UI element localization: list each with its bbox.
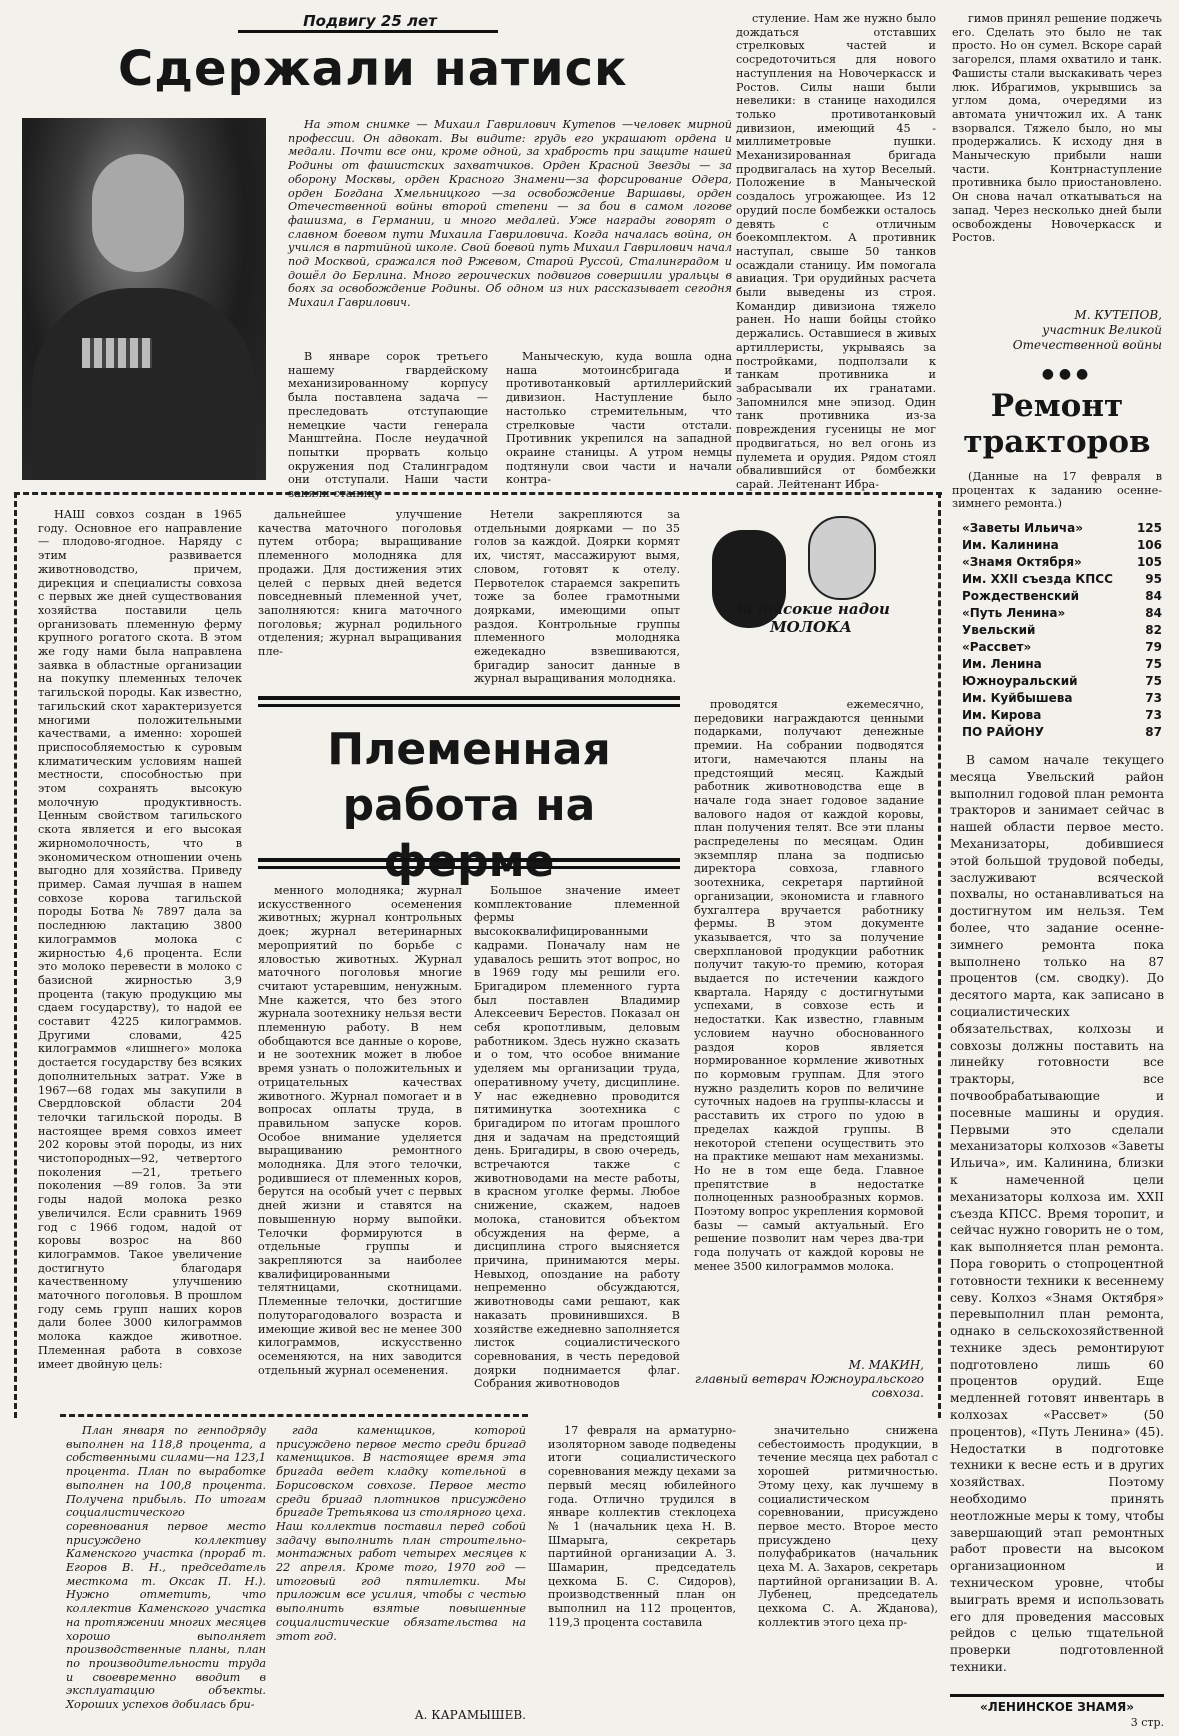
headline-sderzhali: Сдержали натиск [118, 41, 628, 97]
milk-emblem-text: За высокие надои МОЛОКА [732, 600, 890, 636]
dairy-rule-3 [258, 858, 680, 862]
dairy-headline: Племенная работа на [327, 724, 611, 831]
story1-col3: стуление. Нам же нужно было дождаться отставших стрелковых частей и сосредоточиться для нового наступления на Новочеркасск и Ростов. Силы наши были невелики: в станице находился только противотанковый дивизион, имеющий 45 - миллиметровые пушки. Механизированная бригада продвигалась на хутор Веселый. Положение в Маныческой создалось угрожающее. Из 12 орудий после бомбежки осталось девять с отличным боекомплектом. А противник наступал, свыше 50 танков осаждали станицу. Им помогала авиация. Три орудийных расчета были выведены из строя. Командир дивизиона тяжело ранен. Но наши бойцы стойко держались. Оставшиеся в живых артиллеристы, укрываясь за постройками, подползали к танкам противника и забрасывали их гранатами. Запомнился мне эпизод. Один танк противника из-за повреждения гусеницы не мог продвигаться, но вел огонь из пулемета и орудия. Рядом стоял обвалившийся от бомбежки сарай. Лейтенант Ибра- [736, 12, 936, 491]
dairy-col1: НАШ совхоз создан в 1965 году. Основное его направление— плодово-ягодное. Наряду с этим развивается животноводство, причем, дирекция и специалисты совхоза с первых же дней существования хозяйства поставили цель организовать племенную ферму крупного рогатого скота. В этом же году нами была направлена заявка в областные организации на покупку племенных телочек тагильской породы. Как известно, тагильский скот характеризуется многими положительными качествами, а именно: хорошей приспособляемостью к суровым климатическим условиям нашей местности, способностью при этом сохранять высокую молочную продуктивность. Ценным свойством тагильского скота является и его высокая жирномолочность, что в экономическом отношении очень выгодно для хозяйства. Приведу пример. Самая лучшая в нашем совхозе корова тагильской породы Ботва № 7897 дала за последнюю лактацию 3800 килограммов молока с жирностью 4,6 процента. Если это молоко перевести в молоко с базисной жирностью 3,9 процента (такую продукцию мы сдаем государству), то надой ее составит 4225 килограммов. Другими словами, 425 килограммов «лишнего» молока достается государству без всяких дополнительных затрат. Уже в 1967—68 годах мы закупили в Свердловской области 204 телочки тагильской породы. В настоящее время совхоз имеет 202 коровы этой породы, из них чистопородных—92, четвертого поколения —21, третьего поколения —89 голов. За эти годы надой молока резко увеличился. Если сравнить 1969 год с 1966 годом, надой от коровы возрос на 860 килограммов. Такое увеличение достигнуто благодаря качественному улучшению маточного поголовья. В прошлом году семь групп наших коров дали более 3000 килограммов молока каждое животное. Племенная работа в совхозе имеет двойную цель: [38, 508, 242, 1371]
medals-icon [82, 338, 152, 368]
rating-row: Им. XXII съезда КПСС 95 [962, 572, 1162, 586]
repair-body: В самом начале текущего месяца Увельский район выполнил годовой план ремонта тракторов и занимает сейчас в нашей области первое место. Механизаторы, добившиеся этой большой трудовой победы, заслуживают всяческой похвалы, но останавливаться на достигнутом им нельзя. Тем более, что задание осенне-зимнего ремонта пока выполнено только на 87 процентов (см. сводку). До десятого марта, как записано в социалистических обязательствах, колхозы и совхозы должны поставить на линейку готовности все тракторы, все почвообрабатывающие и посевные машины и орудия. Первыми это сделали механизаторы колхозов «Заветы Ильича», им. Калинина, близки к намеченной цели механизаторы колхоза им. XXII съезда КПСС. Время торопит, и сейчас нужно говорить не о том, как выполняется план ремонта. Пора говорить о стопроцентной готовности техники к весеннему севу. Колхоз «Знамя Октября» перевыполнил план ремонта, однако в сельскохозяйственной технике здесь ремонтируют подготовлено лишь 60 процентов орудий. Еще медленней готовят инвентарь в колхозах «Рассвет» (50 процентов), «Путь Ленина» (45). Недостатки в подготовке техники к весне есть и в других хозяйствах. Поэтому необходимо принять неотложные меры к тому, чтобы завершающий этап ремонтных работ провести на высоком организационном и техническом уровне, чтобы выиграть время и использовать его для проведения массовых рейдов с целью тщательной проверки подготовленной техники. [950, 753, 1164, 1675]
dairy-col2-top: дальнейшее улучшение качества маточного поголовья путем отбора; выращивание племенного молодняка для продажи. Для достижения этих целей с первых дней ведется повседневный племенной учет, заполняются: книга маточного поголовья; журнал родильного отделения; журнал выращивания пле- [258, 508, 462, 659]
footer-rule [950, 1694, 1164, 1697]
portrait-face [92, 154, 184, 272]
rating-row: Им. Кирова 73 [962, 708, 1162, 722]
kicker-rule [238, 30, 498, 33]
rating-row: Увельский 82 [962, 623, 1162, 637]
story1-signature: М. КУТЕПОВ, участник Великой Отечественной войны [1012, 308, 1162, 352]
dairy-signature: М. МАКИН, главный ветврач Южноуральского совхоза. [694, 1358, 924, 1400]
dairy-col4: проводятся ежемесячно, передовики награждаются ценными подарками, получают денежные премии. На собрании подводятся итоги, намечаются планы на предстоящий месяц. Каждый работник животноводства еще в начале года знает годовое задание валового надоя от каждой коровы, план получения телят. Все эти планы распределены по месяцам. Один экземпляр плана за подписью директора совхоза, главного зоотехника, секретаря партийной организации, экономиста и главного бухгалтера вручается работнику фермы. В этом документе указывается, что за получение сверхплановой продукции работник получит такую-то премию, которая выдается по истечении каждого квартала. Наряду с достигнутыми успехами, в совхозе есть и недостатки. Как известно, главным условием научно обоснованного раздоя коров является нормированное кормление животных по кормовым группам. Для этого нужно разделить коров по величине суточных надоев на группы-классы и расставить их строго по удою в пределах каждой группы. В некоторой степени осуществить это на практике мешают нам механизмы. Но не в том еще беда. Главное препятствие в недостатке полноценных разнообразных кормов. Поэтому вопрос укрепления кормовой базы — самый актуальный. Его решение позволит нам через два-три года получать от каждой коровы не менее 3500 килограммов молока. [694, 698, 924, 1273]
portrait-caption: На этом снимке — Михаил Гаврилович Кутепов —человек мирной профессии. Он адвокат. Вы видите: грудь его украшают ордена и медали. Почти все они, кроме одной, за храбрость при защите нашей Родины от фашистских захватчиков. Орден Красной Звезды — за оборону Москвы, орден Красного Знамени—за форсирование Одера, орден Богдана Хмельницкого —за освобождение Варшавы, орден Отечественной войны второй степени — за бои в самом логове фашизма, в Германии, и много медалей. Уже награды говорят о славном боевом пути Михаила Гавриловича. Когда началась война, он учился в партийной школе. Свой боевой путь Михаил Гаврилович начал под Москвой, сражался под Ржевом, Старой Руссой, Сталинградом и дошёл до Берлина. Много героических подвигов совершили уральцы в боях за освобождение Родины. Об одном из них рассказывает сегодня Михаил Гаврилович. [288, 118, 732, 310]
rating-row: Рождественский 84 [962, 589, 1162, 603]
dairy-rule-4 [258, 866, 680, 869]
dairy-rule-1 [258, 696, 680, 700]
bottom-col2: гада каменщиков, которой присуждено первое место среди бригад каменщиков. В настоящее время эта бригада ведет кладку котельной в Борисовском совхозе. Первое место среди бригад плотников присуждено бригаде Третьякова из столярного цеха. Наш коллектив поставил перед собой задачу выполнить план строительно-монтажных работ четырех месяцев к 22 апреля. Кроме того, 1970 год — итоговый год пятилетки. Мы приложим все усилия, чтобы с честью выполнить взятые повышенные социалистические обязательства на этот год. [276, 1424, 526, 1643]
dairy-col2-bottom: менного молодняка; журнал искусственного осеменения животных; журнал контрольных доек; журнал ветеринарных мероприятий по борьбе с яловостью животных. Журнал маточного поголовья многие считают устаревшим, ненужным. Мне кажется, что без этого журнала зоотехнику нельзя вести племенную работу. В нем обобщаются все данные о корове, и не зоотехник может в любое время узнать о положительных и отрицательных качествах животного. Журнал помогает и в вопросах оплаты труда, в правильном запуске коров. Особое внимание уделяется выращиванию ремонтного молодняка. Для этого телочки, родившиеся от племенных коров, берутся на особый учет с первых дней жизни и ставятся на повышенную норму выпойки. Телочки формируются в отдельные группы и закрепляются за наиболее квалифицированными телятницами, скотницами. Племенные телочки, достигшие полуторагодовалого возраста и имеющие живой вес не менее 300 килограммов, искусственно осеменяются, на них заводится отдельный журнал осеменения. [258, 884, 462, 1377]
portrait-body [32, 288, 256, 480]
dairy-col3-bottom: Большое значение имеет комплектование племенной фермы высококвалифицированными кадрами. Поначалу нам не удавалось решить этот вопрос, но в 1969 году мы решили его. Бригадиром племенного гурта был поставлен Владимир Алексеевич Берестов. Показал он себя кропотливым, деловым работником. Здесь нужно сказать и о том, что особое внимание уделяем мы организации труда, оперативному учету, дисциплине. У нас ежедневно проводится пятиминутка зоотехника с бригадиром по итогам прошлого дня и задачам на предстоящий день. Бригадиры, в свою очередь, встречаются также с животноводами на месте работы, в красном уголке фермы. Любое снижение, скажем, надоев молока, становится объектом обсуждения на ферме, а дисциплина строго выясняется причина, принимаются меры. Невыход, опоздание на работу непременно обсуждаются, животноводы сами решают, как наказать провинившихся. В хозяйстве ежедневно заполняется листок социалистического соревнования, в честь передовой доярки поднимается флаг. Собрания животноводов [474, 884, 680, 1391]
bottom-frame-top [60, 1414, 528, 1417]
portrait-photo [22, 118, 266, 480]
frame-right [938, 492, 941, 1418]
footer-page-number: 3 стр. [1130, 1716, 1164, 1729]
footer-paper-name: «ЛЕНИНСКОЕ ЗНАМЯ» [979, 1700, 1135, 1714]
rating-row: Им. Калинина 106 [962, 538, 1162, 552]
kicker: Подвигу 25 лет [303, 12, 437, 30]
rating-table [962, 520, 1162, 741]
rating-row: «Рассвет» 79 [962, 640, 1162, 654]
milkmaid-icon [808, 516, 876, 600]
story1-col4: гимов принял решение поджечь его. Сделать это было не так просто. Но он сумел. Вскоре сарай загорелся, пламя охватило и танк. Фашисты стали выскакивать через люк. Ибрагимов, укрывшись за углом дома, очередями из автомата уничтожил их. А танк взорвался. Тяжело было, но мы продержались. К исходу дня в Маныческую прибыли наши части. Контрнаступление противника было приостановлено. Он снова начал откатываться на запад. Через несколько дней были освобождены Новочеркасск и Ростов. [952, 12, 1162, 245]
rating-row: «Знамя Октября» 105 [962, 555, 1162, 569]
bottom-col4: значительно снижена себестоимость продукции, в течение месяца цех работал с хорошей ритмичностью. Этому цеху, как лучшему в социалистическом соревновании, присуждено первое место. Второе место присуждено цеху полуфабрикатов (начальник цеха М. А. Захаров, секретарь партийной организации В. А. Лубенец, председатель цехкома С. А. Жданова), коллектив этого цеха пр- [758, 1424, 938, 1629]
rating-row: «Заветы Ильича» 125 [962, 521, 1162, 535]
rating-row: Им. Куйбышева 73 [962, 691, 1162, 705]
repair-headline: Ремонт тракторов [963, 388, 1151, 460]
frame-left [14, 492, 17, 1418]
rating-row: Южноуральский 75 [962, 674, 1162, 688]
dairy-rule-2 [258, 704, 680, 707]
repair-lead: (Данные на 17 февраля в процентах к заданию осенне-зимнего ремонта.) [952, 470, 1162, 511]
bottom-col1: План января по генподряду выполнен на 118,8 процента, а собственными силами—на 123,1 процента. План по выработке выполнен на 100,8 процента. Получена прибыль. По итогам социалистического соревнования первое место присуждено коллективу Каменского участка (прораб т. Егоров В. Н., председатель месткома т. Оксак П. Н.). Нужно отметить, что коллектив Каменского участка на протяжении многих месяцев хорошо выполняет производственные планы, план по производительности труда и своевременно вводит в эксплуатацию объекты. Хороших успехов добилась бри- [66, 1424, 266, 1712]
story1-col1: В январе сорок третьего нашему гвардейскому механизированному корпусу была поставлена задача — преследовать отступающие немецкие части генерала Манштейна. После неудачной попытки прорвать кольцо окружения под Сталинградом они отступали. Наши части заняли станицу [288, 350, 488, 501]
separator-dots: ● ● ● [1041, 366, 1089, 382]
bottom-col2-signature: А. КАРАМЫШЕВ. [414, 1708, 526, 1722]
story1-col2: Маныческую, куда вошла одна наша мотоинсбригада и противотанковый артиллерийский дивизион. Наступление было настолько стремительным, что стрелковые части отстали. Противник укрепился на западной окраине станицы. А утром немцы подтянули свои части и начали контра- [506, 350, 732, 487]
rating-row: Им. Ленина 75 [962, 657, 1162, 671]
rating-row-total: ПО РАЙОНУ 87 [962, 725, 1162, 739]
frame-top [14, 492, 942, 495]
bottom-col3: 17 февраля на арматурно-изоляторном заводе подведены итоги социалистического соревнования между цехами за первый месяц юбилейного года. Отлично трудился в январе коллектив стеклоцеха № 1 (начальник цеха Н. В. Шмарыга, секретарь партийной организации А. З. Шамарин, председатель цехкома Б. С. Сидоров), производственный план он выполнил на 112 процентов, 119,3 процента составила [548, 1424, 736, 1629]
milk-emblem [712, 516, 902, 688]
rating-row: «Путь Ленина» 84 [962, 606, 1162, 620]
dairy-col3-top: Нетели закрепляются за отдельными доярками — по 35 голов за каждой. Доярки кормят их, чистят, массажируют вымя, словом, готовят к отелу. Первотелок стараемся закрепить тоже за более грамотными доярками, имеющими опыт раздоя. Контрольные группы племенного молодняка ежедекадно взвешиваются, бригадир заносит данные в журнал выращивания молодняка. [474, 508, 680, 686]
